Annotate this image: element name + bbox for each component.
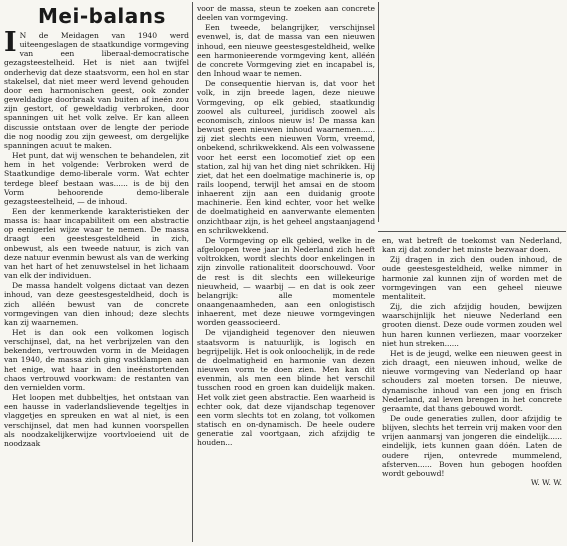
author-signature: W. W. W. xyxy=(530,478,562,488)
paragraph: Zij dragen in zich den ouden inhoud, de oude geestesgesteldheid, welke nimmer in harmonie zal kunnen zijn of worden met de vormgevingen van een geheel nieuwe mentaliteit. xyxy=(382,255,562,301)
paragraph: De oude generaties zullen, door afzijdig te blijven, slechts het terrein vrij maken voor den vrijen aanmarsj van jongeren die eindelijk...... eindelijk, iets kunnen gaan dóén. Laten de oudere rijen, ontevrede mummelend, afsterven...... Boven hun gebogen hoofden wordt gebouwd! xyxy=(382,413,562,478)
paragraph: Het loopen met dubbeltjes, het ontstaan van een hausse in vaderlandslievende tegeltjes in vlaggetjes en spreuken en wat al niet, is een verschijnsel, dat men had kunnen voorspellen als noodzakelijkerwijze voortvloeiend uit de noodzaak xyxy=(4,393,189,448)
paragraph: Het is dan ook een volkomen logisch verschijnsel, dat, na het verbrijzelen van den bekenden, vertrouwden vorm in de Meidagen van 1940, de massa zich ging vastklampen aan het enige, wat haar in den ineénstortenden chaos vertrouwd voorkwam: de restanten van den vernielden vorm. xyxy=(4,328,189,392)
section-divider xyxy=(378,231,566,232)
lead-paragraph: I N de Meidagen van 1940 werd uiteengeslagen de staatkundige vormgeving van een liberaal-democratische gezagsteestelheid. Het is niet aan twijfel onderhevig dat deze staatsvorm, een hol en star stakelsel, dat niet meer werd levend gehouden door een harmonischen geest, ook zonder geweldadige doorbraak van buiten af ineén zou zijn gestort, of geweldadig verbroken, door spanningen uit het volk zelve. Er kan alleen discussie ontstaan over de lengte der periode die nog noodig zou zijn geweest, om dergelijke spanningen acuut te maken. xyxy=(4,27,189,150)
paragraph: Een tweede, belangrijker, verschijnsel evenwel, is, dat de massa van een nieuwen inhoud, een nieuwe geestesgesteldheid, welke een harmonieerende vormgeving kent, alléén de concrete Vormgeving ziet en incapabel is, den Inhoud waar te nemen. xyxy=(197,23,375,79)
drop-cap: I xyxy=(4,27,17,58)
column-divider xyxy=(378,2,379,222)
paragraph: Het is de jeugd, welke een nieuwen geest in zich draagt, een nieuwen inhoud, welke de nieuwe vormgeving van Nederland op haar schouders zal moeten torsen. De nieuwe, dynamische inhoud van een jong en frisch Nederland, zal leven brengen in het concrete geraamte, dat thans gebouwd wordt. xyxy=(382,348,562,413)
paragraph: voor de massa, steun te zoeken aan concrete deelen van vormgeving. xyxy=(197,4,375,23)
paragraph: en, wat betreft de toekomst van Nederland, kan zij dat zonder het minste bezwaar doen. xyxy=(382,236,562,255)
article-title: Mei-balans xyxy=(38,4,166,28)
paragraph: Een der kenmerkende karakteristieken der massa is: haar incapabiliteit om een abstractie op eenigerlei wijze waar te nemen. De massa draagt een geestesgesteldheid in zich, onbewust, als een tweede natuur, is zich van deze natuur evenmin bewust als van de werking van het hart of het zenuwstelsel in het lichaam van elk der individuen. xyxy=(4,206,189,281)
paragraph: Het punt, dat wij wenschen te behandelen, zit hem in het volgende: Verbroken werd de Staatkundige demo-liberale vorm. Wat echter terdege bleef bestaan was...... is de bij den Vorm behoorende demo-liberale gezagsteestelheid, — de inhoud. xyxy=(4,151,189,206)
paragraph: De consequentie hiervan is, dat voor het volk, in zijn breede lagen, deze nieuwe Vormgeving, op elk gebied, staatkundig zoowel als cultureel, juridisch zoowel als economisch, zinloos nieuw is! De massa kan bewust geen nieuwen inhoud waarnemen...... zij ziet slechts een nieuwen Vorm, vreemd, onbekend, schrikwekkend. Als een volwassene voor het eerst een locomotief ziet op een station, zal hij van het ding niet schrikken. Hij ziet, dat het een doelmatige machinerie is, op rails loopend, terwijl het amsai en de stoom inhaerent zijn aan een duidanig groote machinerie. Een kind echter, voor het welke de doelmatigheid en aanverwante elementen onzichtbaar zijn, is het geheel angstaanjagend en schrikwekkend. xyxy=(197,79,375,235)
paragraph: De vijandigheid tegenover den nieuwen staatsvorm is natuurlijk, is logisch en begrijpelijk. Het is ook onloochelijk, in de rede de doelmatigheid en harmonie van dezen nieuwen vorm te doen zien. Men kan dit evenmin, als men een blinde het verschil tusschen rood en groen kan duidelijk maken. Het volk ziet geen abstractie. Een waarheid is echter ook, dat deze vijandschap tegenover een vorm slechts tot en zolang, tot volkomen statisch en on-dynamisch. De heele oudere generatie zal voortgaan, zich afzijdig te houden... xyxy=(197,328,375,448)
column-1 xyxy=(4,4,189,448)
column-3 xyxy=(382,236,562,487)
paragraph: De Vormgeving op elk gebied, welke in de afgeloopen twee jaar in Nederland zich heeft voltrokken, wordt slechts door enkelingen in zijn zinvolle rationaliteit doorschouwd. Voor de rest is dit slechts een willekeurige nieuwheid, — waarbij — en dat is ook zeer belangrijk: alle momentele onaangenaamheden, aan een onlogistisch inhaerent, met deze nieuwe vormgevingen worden geassocieerd. xyxy=(197,235,375,328)
column-divider xyxy=(192,2,193,542)
paragraph: De massa handelt volgens dictaat van dezen inhoud, van deze geestesgesteldheid, doch is zich alléén bewust van de concrete vormgevingen van dien inhoud; deze slechts kan zij waarnemen. xyxy=(4,281,189,327)
column-2 xyxy=(197,4,375,448)
paragraph: Zij, die zich afzijdig houden, bewijzen waarschijnlijk het nieuwe Nederland een grooten dienst. Deze oude vormen zouden wel hun haren kunnen verliezen, maar voorzeker niet hun streken...... xyxy=(382,302,562,348)
